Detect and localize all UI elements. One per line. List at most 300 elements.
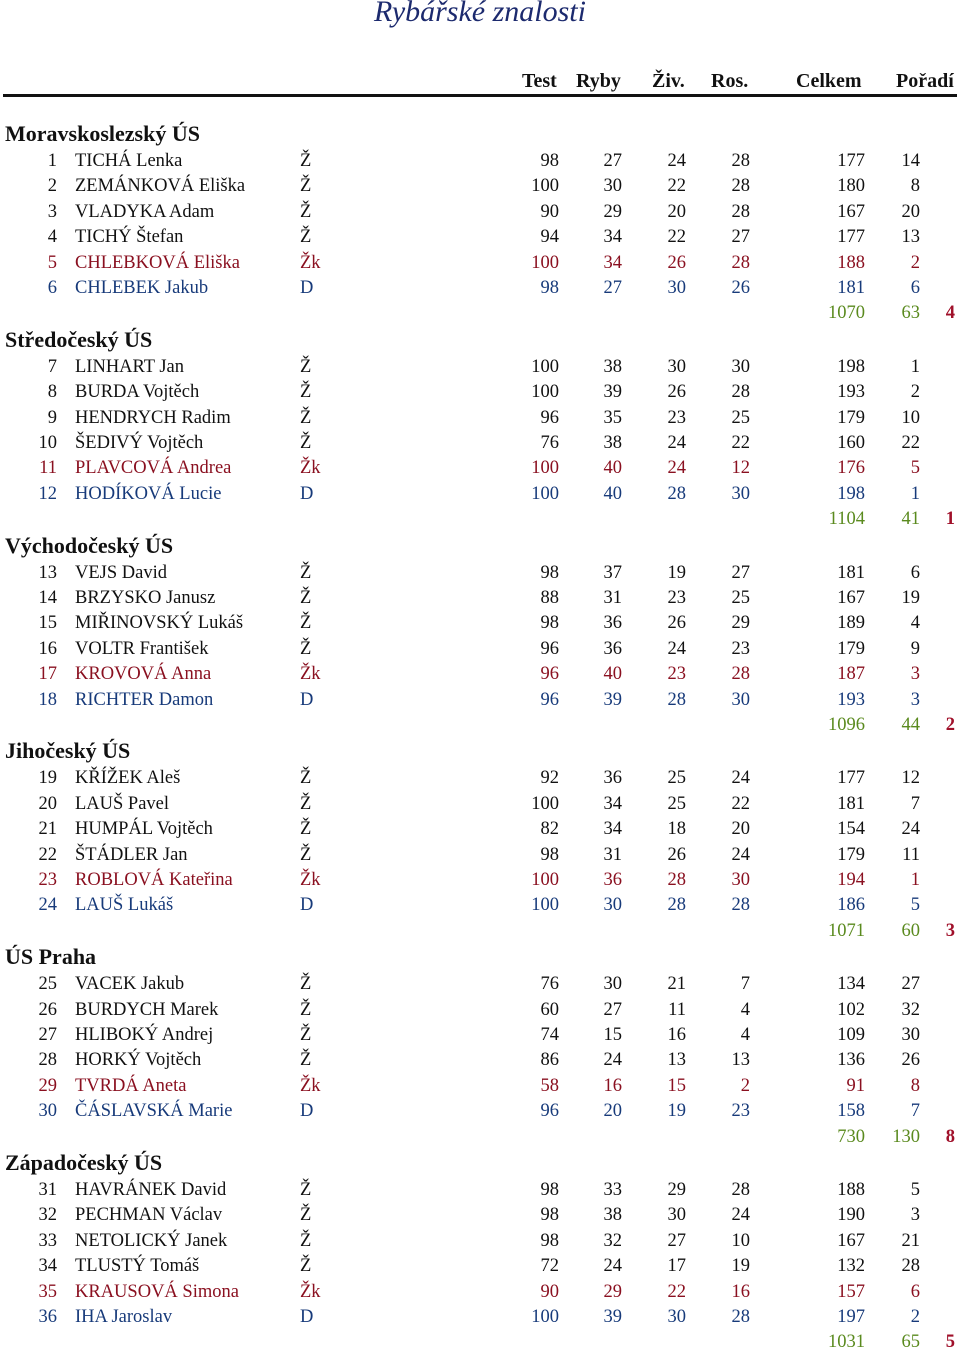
score-ziv: 17: [667, 1256, 686, 1277]
score-ryby: 34: [603, 227, 622, 248]
score-ros: 19: [731, 1256, 750, 1277]
category: Ž: [300, 638, 312, 659]
score-total: 179: [837, 844, 865, 865]
rank: 27: [901, 974, 920, 995]
score-ryby: 38: [603, 433, 622, 453]
score-total: 177: [837, 227, 865, 248]
competitor-name: ŠTÁDLER Jan: [75, 844, 188, 865]
score-ryby: 39: [603, 689, 622, 710]
rank: 5: [910, 1180, 920, 1200]
row-number: 33: [38, 1230, 57, 1251]
category: D: [300, 483, 314, 504]
table-row: [0, 766, 960, 791]
score-ros: 25: [731, 407, 750, 428]
table-row: [0, 1099, 960, 1124]
score-ziv: 29: [667, 1180, 686, 1200]
table-row: [0, 225, 960, 250]
row-number: 31: [38, 1180, 57, 1200]
score-test: 98: [540, 844, 559, 865]
score-total: 91: [846, 1075, 865, 1096]
category: Ž: [300, 1025, 312, 1045]
competitor-name: KŘÍŽEK Aleš: [75, 768, 181, 789]
row-number: 30: [38, 1101, 57, 1122]
score-ros: 30: [731, 356, 750, 377]
category: Žk: [300, 458, 321, 479]
category: Ž: [300, 1180, 312, 1200]
table-row: [0, 1203, 960, 1228]
score-total: 167: [837, 1230, 865, 1251]
row-number: 5: [47, 252, 57, 273]
category: D: [300, 689, 314, 710]
group-title: Západočeský ÚS: [5, 1150, 163, 1175]
competitor-name: ZEMÁNKOVÁ Eliška: [75, 176, 246, 197]
score-total: 157: [837, 1281, 865, 1302]
table-row: [0, 174, 960, 199]
competitor-name: HENDRYCH Radim: [75, 407, 231, 428]
score-total: 188: [837, 1180, 865, 1200]
header-test: Test: [522, 70, 557, 92]
score-ros: 30: [731, 483, 750, 504]
group-title: Jihočeský ÚS: [5, 738, 131, 764]
group-total-points: 60: [901, 920, 920, 941]
score-ros: 10: [731, 1230, 750, 1251]
table-row: [0, 251, 960, 276]
table-row: [0, 586, 960, 611]
group-total-score: 1070: [828, 303, 865, 324]
score-ryby: 27: [603, 278, 622, 298]
score-ziv: 26: [667, 613, 686, 634]
competitor-name: CHLEBEK Jakub: [75, 278, 209, 298]
table-row: [0, 431, 960, 456]
score-ryby: 29: [603, 201, 622, 222]
header-poradi: Pořadí: [896, 70, 954, 92]
competitor-name: HUMPÁL Vojtěch: [75, 819, 213, 840]
table-row: [0, 972, 960, 997]
score-ziv: 11: [668, 999, 686, 1020]
table-row: [0, 868, 960, 893]
rank: 2: [910, 382, 920, 403]
competitor-name: ŠEDIVÝ Vojtěch: [75, 433, 204, 453]
score-ryby: 37: [603, 562, 622, 583]
score-test: 100: [531, 895, 559, 916]
rank: 8: [910, 176, 920, 197]
score-ziv: 28: [667, 689, 686, 710]
row-number: 10: [38, 433, 57, 453]
category: Ž: [300, 1050, 312, 1071]
score-total: 102: [837, 999, 865, 1020]
group-rank: 2: [945, 715, 955, 735]
group-total-score: 730: [837, 1126, 865, 1147]
category: Žk: [300, 870, 321, 890]
competitor-name: HODÍKOVÁ Lucie: [75, 483, 222, 504]
rank: 3: [910, 1205, 920, 1226]
row-number: 6: [47, 278, 57, 298]
table-row: [0, 1254, 960, 1279]
category: Žk: [300, 1075, 321, 1096]
score-ryby: 20: [603, 1101, 622, 1122]
score-total: 197: [837, 1307, 865, 1327]
score-ziv: 27: [667, 1230, 686, 1251]
score-test: 100: [531, 458, 559, 479]
table-row: [0, 1023, 960, 1048]
score-total: 187: [837, 664, 865, 685]
score-ros: 23: [731, 638, 750, 659]
rank: 20: [901, 201, 920, 222]
rank: 5: [910, 895, 920, 916]
score-total: 177: [837, 151, 865, 171]
table-row: [0, 482, 960, 507]
score-ryby: 40: [603, 458, 622, 479]
rank: 4: [910, 613, 920, 634]
score-ros: 23: [731, 1101, 750, 1122]
score-ryby: 40: [603, 483, 622, 504]
table-row: [0, 380, 960, 405]
category: Ž: [300, 1256, 312, 1277]
rank: 28: [901, 1256, 920, 1277]
competitor-name: VLADYKA Adam: [75, 201, 215, 222]
rank: 2: [910, 252, 920, 273]
group-total-score: 1071: [828, 920, 865, 941]
category: D: [300, 278, 314, 298]
score-ziv: 28: [667, 870, 686, 890]
group-total-row: [0, 301, 960, 326]
score-test: 96: [540, 689, 559, 710]
score-ryby: 38: [603, 1205, 622, 1226]
category: Ž: [300, 407, 312, 428]
competitor-name: BURDA Vojtěch: [75, 382, 200, 403]
score-ziv: 22: [667, 1281, 686, 1302]
row-number: 12: [38, 483, 57, 504]
table-row: [0, 200, 960, 225]
score-test: 100: [531, 356, 559, 377]
score-ros: 28: [731, 664, 750, 685]
score-total: 198: [837, 356, 865, 377]
score-total: 193: [837, 689, 865, 710]
score-ziv: 26: [667, 252, 686, 273]
score-ros: 22: [731, 793, 750, 814]
score-test: 98: [540, 613, 559, 634]
score-test: 60: [540, 999, 559, 1020]
score-total: 190: [837, 1205, 865, 1226]
competitor-name: TLUSTÝ Tomáš: [75, 1256, 200, 1277]
score-total: 167: [837, 588, 865, 608]
score-ros: 28: [731, 1180, 750, 1200]
score-ryby: 36: [603, 638, 622, 659]
rank: 6: [910, 562, 920, 583]
category: Ž: [300, 844, 312, 865]
competitor-name: IHA Jaroslav: [75, 1307, 173, 1327]
score-ros: 2: [740, 1075, 750, 1096]
score-total: 134: [837, 974, 865, 995]
group-total-score: 1096: [828, 715, 865, 735]
table-row: [0, 662, 960, 687]
group-total-points: 44: [901, 715, 920, 735]
score-ros: 29: [731, 613, 750, 634]
row-number: 13: [38, 562, 57, 583]
score-test: 92: [540, 768, 559, 789]
score-ziv: 20: [667, 201, 686, 222]
competitor-name: MIŘINOVSKÝ Lukáš: [75, 613, 244, 634]
table-row: [0, 1178, 960, 1203]
score-ryby: 33: [603, 1180, 622, 1200]
row-number: 1: [47, 151, 57, 171]
score-total: 180: [837, 176, 865, 197]
table-row: [0, 1048, 960, 1073]
score-test: 58: [540, 1075, 559, 1096]
row-number: 36: [38, 1307, 57, 1327]
competitor-name: BRZYSKO Janusz: [75, 588, 216, 608]
category: D: [300, 895, 314, 916]
score-total: 193: [837, 382, 865, 403]
score-ziv: 26: [667, 844, 686, 865]
table-row: [0, 1305, 960, 1330]
score-ziv: 22: [667, 227, 686, 248]
group-rank: 5: [945, 1332, 955, 1353]
score-ziv: 18: [667, 819, 686, 840]
category: Ž: [300, 1205, 312, 1226]
score-total: 154: [837, 819, 865, 840]
competitor-name: VOLTR František: [75, 638, 209, 659]
score-ryby: 30: [603, 895, 622, 916]
table-row: [0, 998, 960, 1023]
category: Ž: [300, 433, 312, 453]
row-number: 28: [38, 1050, 57, 1071]
score-ros: 28: [731, 382, 750, 403]
score-total: 158: [837, 1101, 865, 1122]
score-ros: 22: [731, 433, 750, 453]
table-row: [0, 1280, 960, 1305]
score-test: 100: [531, 1307, 559, 1327]
rank: 6: [910, 278, 920, 298]
table-row: [0, 406, 960, 431]
score-ros: 7: [740, 974, 750, 995]
score-ryby: 38: [603, 356, 622, 377]
score-ziv: 16: [667, 1025, 686, 1045]
score-test: 100: [531, 176, 559, 197]
header-celkem: Celkem: [796, 70, 862, 92]
group-total-points: 41: [901, 509, 920, 530]
score-ros: 30: [731, 689, 750, 710]
category: Ž: [300, 201, 312, 222]
score-total: 188: [837, 252, 865, 273]
group-rank: 4: [945, 303, 955, 324]
score-ziv: 26: [667, 382, 686, 403]
score-test: 94: [540, 227, 559, 248]
score-total: 176: [837, 458, 865, 479]
score-test: 100: [531, 252, 559, 273]
rank: 11: [902, 844, 920, 865]
competitor-name: LAUŠ Pavel: [75, 793, 170, 814]
rank: 13: [901, 227, 920, 248]
score-ziv: 22: [667, 176, 686, 197]
score-total: 194: [837, 870, 865, 890]
score-test: 100: [531, 382, 559, 403]
score-test: 76: [540, 433, 559, 453]
row-number: 27: [38, 1025, 57, 1045]
score-total: 167: [837, 201, 865, 222]
competitor-name: VACEK Jakub: [75, 974, 185, 995]
score-ros: 12: [731, 458, 750, 479]
competitor-name: TICHÝ Štefan: [75, 227, 184, 248]
score-ziv: 28: [667, 895, 686, 916]
score-total: 181: [837, 562, 865, 583]
page-title: Rybářské znalosti: [374, 0, 586, 28]
rank: 1: [910, 870, 920, 890]
score-ros: 4: [740, 1025, 750, 1045]
rank: 9: [910, 638, 920, 659]
table-row: [0, 893, 960, 918]
score-ros: 24: [731, 844, 750, 865]
rank: 19: [901, 588, 920, 608]
rank: 12: [901, 768, 920, 789]
table-row: [0, 149, 960, 174]
score-ryby: 39: [603, 1307, 622, 1327]
category: Ž: [300, 227, 312, 248]
score-ryby: 35: [603, 407, 622, 428]
rank: 3: [910, 664, 920, 685]
row-number: 35: [38, 1281, 57, 1302]
group-total-points: 65: [901, 1332, 920, 1353]
score-ros: 27: [731, 562, 750, 583]
category: Ž: [300, 151, 312, 171]
score-ziv: 19: [667, 1101, 686, 1122]
group-rank: 3: [945, 920, 955, 941]
competitor-name: PLAVCOVÁ Andrea: [75, 458, 232, 479]
score-ziv: 23: [667, 664, 686, 685]
group-total-row: [0, 919, 960, 944]
score-ros: 24: [731, 768, 750, 789]
score-test: 72: [540, 1256, 559, 1277]
score-ziv: 30: [667, 278, 686, 298]
row-number: 29: [38, 1075, 57, 1096]
score-ros: 28: [731, 201, 750, 222]
row-number: 7: [47, 356, 57, 377]
rank: 10: [901, 407, 920, 428]
competitor-name: HAVRÁNEK David: [75, 1180, 227, 1200]
score-ryby: 34: [603, 252, 622, 273]
header-ziv: Živ.: [652, 70, 685, 92]
score-ros: 28: [731, 176, 750, 197]
group-rank: 8: [945, 1126, 955, 1147]
category: Ž: [300, 613, 312, 634]
rank: 30: [901, 1025, 920, 1045]
competitor-name: NETOLICKÝ Janek: [75, 1230, 228, 1251]
score-test: 98: [540, 151, 559, 171]
rank: 24: [901, 819, 920, 840]
row-number: 26: [38, 999, 57, 1020]
row-number: 17: [38, 664, 57, 685]
score-ryby: 27: [603, 151, 622, 171]
competitor-name: KROVOVÁ Anna: [75, 664, 212, 685]
category: Žk: [300, 1281, 321, 1302]
score-ryby: 16: [603, 1075, 622, 1096]
score-ziv: 24: [667, 458, 686, 479]
score-ziv: 24: [667, 638, 686, 659]
group-total-row: [0, 507, 960, 532]
header-divider: [3, 94, 957, 97]
score-total: 198: [837, 483, 865, 504]
table-row: [0, 637, 960, 662]
competitor-name: RICHTER Damon: [75, 689, 214, 710]
score-test: 100: [531, 793, 559, 814]
group-total-points: 63: [901, 303, 920, 324]
rank: 1: [910, 483, 920, 504]
category: D: [300, 1101, 314, 1122]
score-ryby: 24: [603, 1050, 622, 1071]
row-number: 23: [38, 870, 57, 890]
score-ryby: 36: [603, 768, 622, 789]
table-row: [0, 611, 960, 636]
competitor-name: VEJS David: [75, 562, 167, 583]
competitor-name: BURDYCH Marek: [75, 999, 219, 1020]
score-test: 74: [540, 1025, 559, 1045]
score-ryby: 30: [603, 176, 622, 197]
score-test: 100: [531, 483, 559, 504]
rank: 21: [901, 1230, 920, 1251]
score-ryby: 29: [603, 1281, 622, 1302]
row-number: 25: [38, 974, 57, 995]
score-ros: 13: [731, 1050, 750, 1071]
score-ziv: 15: [667, 1075, 686, 1096]
rank: 1: [910, 356, 920, 377]
score-ziv: 21: [667, 974, 686, 995]
score-ziv: 24: [667, 151, 686, 171]
category: Ž: [300, 176, 312, 197]
score-ros: 30: [731, 870, 750, 890]
score-total: 177: [837, 768, 865, 789]
category: Ž: [300, 562, 312, 583]
category: Ž: [300, 819, 312, 840]
score-test: 98: [540, 278, 559, 298]
row-number: 24: [38, 895, 57, 916]
score-ryby: 36: [603, 870, 622, 890]
row-number: 34: [38, 1256, 57, 1277]
score-ryby: 36: [603, 613, 622, 634]
score-ziv: 25: [667, 768, 686, 789]
table-row: [0, 561, 960, 586]
score-ryby: 34: [603, 793, 622, 814]
category: Žk: [300, 664, 321, 685]
score-ziv: 13: [667, 1050, 686, 1071]
category: Ž: [300, 768, 312, 789]
row-number: 19: [38, 768, 57, 789]
score-test: 86: [540, 1050, 559, 1071]
competitor-name: PECHMAN Václav: [75, 1205, 223, 1226]
competitor-name: CHLEBKOVÁ Eliška: [75, 252, 240, 273]
score-test: 96: [540, 664, 559, 685]
score-test: 88: [540, 588, 559, 608]
score-total: 136: [837, 1050, 865, 1071]
score-total: 109: [837, 1025, 865, 1045]
score-ziv: 30: [667, 356, 686, 377]
group-total-row: [0, 1125, 960, 1150]
score-total: 189: [837, 613, 865, 634]
rank: 32: [901, 999, 920, 1020]
score-ziv: 19: [667, 562, 686, 583]
table-row: [0, 355, 960, 380]
rank: 5: [910, 458, 920, 479]
score-ryby: 32: [603, 1230, 622, 1251]
table-row: [0, 1229, 960, 1254]
row-number: 11: [39, 458, 57, 479]
row-number: 3: [47, 201, 57, 222]
rank: 7: [910, 1101, 920, 1122]
score-ryby: 15: [603, 1025, 622, 1045]
competitor-name: ROBLOVÁ Kateřina: [75, 870, 233, 890]
category: Ž: [300, 588, 312, 608]
rank: 6: [910, 1281, 920, 1302]
score-ros: 16: [731, 1281, 750, 1302]
